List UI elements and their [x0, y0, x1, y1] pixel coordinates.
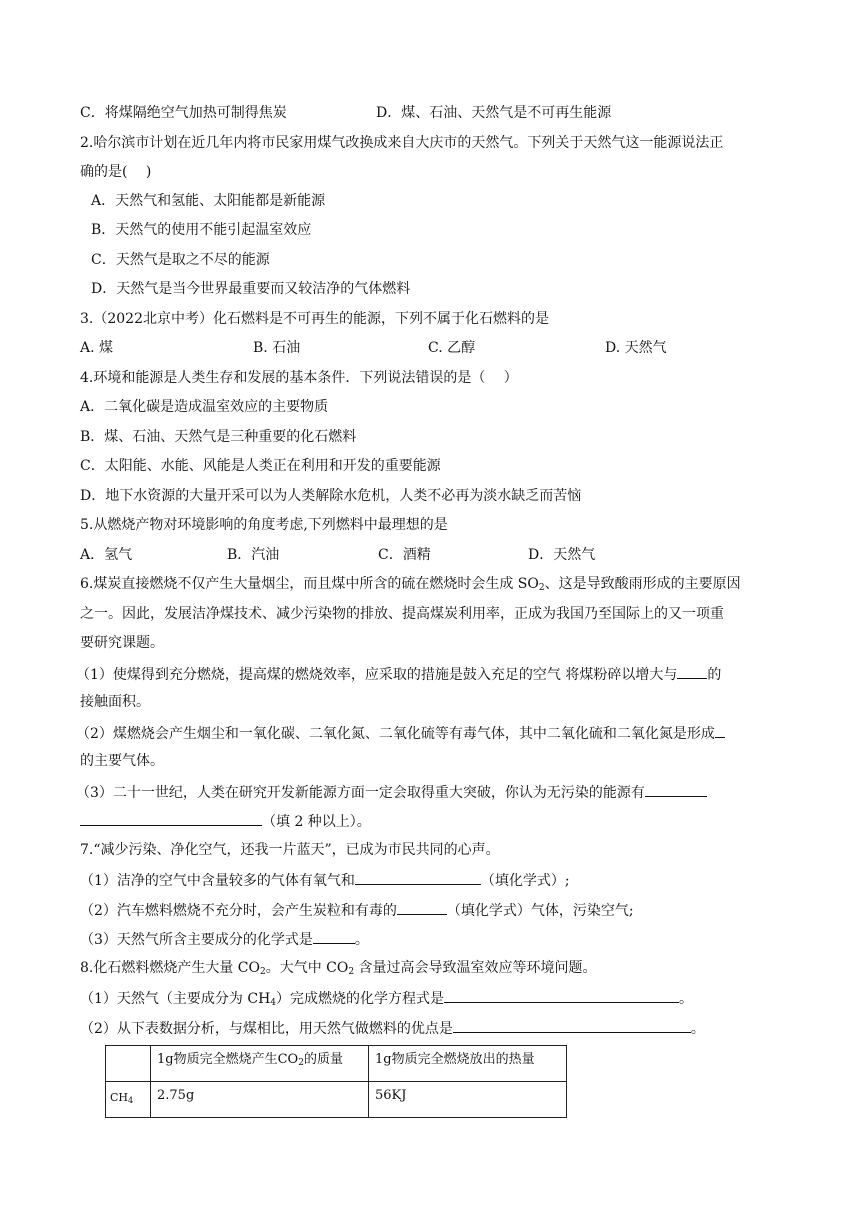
answer-blank[interactable] [355, 869, 481, 885]
q7-stem: 7.“减少污染、净化空气，还我一片蓝天”，已成为市民共同的心声。 [80, 842, 500, 858]
q5-option-d: D．天然气 [528, 547, 596, 563]
table-row-label: CH4 [106, 1082, 151, 1118]
q2-option-c: C．天然气是取之不尽的能源 [91, 252, 270, 268]
table-header-row [106, 1046, 567, 1082]
q3-option-a: A. 煤 [80, 340, 114, 356]
q1-option-d: D．煤、石油、天然气是不可再生能源 [376, 105, 612, 121]
q8-stem: 8.化石燃料燃烧产生大量 $CO_2$。大气中 $CO_2$ 含量过高会导致温室效应等环境问题。 [80, 960, 597, 977]
q6-part1-line1: （1）使煤得到充分燃烧，提高煤的燃烧效率，应采取的措施是鼓入充足的空气 将煤粉碎以增大与 的 [76, 663, 721, 685]
q5-stem: 5.从燃烧产物对环境影响的角度考虑,下列燃料中最理想的是 [80, 517, 448, 533]
answer-blank[interactable] [453, 1017, 691, 1033]
q6-part3-line1: （3）二十一世纪，人类在研究开发新能源方面一定会取得重大突破，你认为无污染的能源有 [76, 781, 707, 803]
answer-blank[interactable] [645, 781, 707, 797]
q6-stem-line2: 之一。因此，发展洁净煤技术、减少污染物的排放、提高煤炭利用率，正成为我国乃至国际上的又一项重 [80, 606, 724, 622]
q4-stem: 4.环境和能源是人类生存和发展的基本条件．下列说法错误的是（ ） [80, 370, 518, 386]
answer-blank[interactable] [444, 987, 679, 1003]
q4-option-a: A．二氧化碳是造成温室效应的主要物质 [80, 399, 329, 415]
table-row [106, 1082, 567, 1118]
q3-option-d: D. 天然气 [605, 340, 667, 356]
table-header-heat: 1g物质完全燃烧放出的热量 [369, 1046, 567, 1082]
q4-option-d: D．地下水资源的大量开采可以为人类解除水危机，人类不必再为淡水缺乏而苦恼 [80, 488, 582, 504]
fuel-data-table [105, 1045, 567, 1118]
q5-option-b: B．汽油 [227, 547, 280, 563]
table-cell-heat: 56KJ [369, 1082, 567, 1118]
q6-stem-line1: 6.煤炭直接燃烧不仅产生大量烟尘，而且煤中所含的硫在燃烧时会生成 $SO_2$、这是导致酸雨形成的主要原因 [80, 576, 741, 593]
q3-option-b: B. 石油 [253, 340, 301, 356]
q2-stem-line2: 确的是( ) [80, 164, 152, 180]
q6-part2-line1: （2）煤燃烧会产生烟尘和一氧化碳、二氧化氮、二氧化硫等有毒气体，其中二氧化硫和二氧化氮是形成 [76, 722, 725, 744]
q2-option-b: B．天然气的使用不能引起温室效应 [91, 222, 312, 238]
answer-blank[interactable] [715, 722, 725, 738]
q2-stem-line1: 2.哈尔滨市计划在近几年内将市民家用煤气改换成来自大庆市的天然气。下列关于天然气这一能源说法正 [80, 135, 724, 151]
q6-part2-line2: 的主要气体。 [80, 753, 164, 769]
q6-part3-line2: （填 2 种以上）。 [80, 810, 371, 832]
answer-blank[interactable] [80, 810, 262, 826]
q3-stem: 3.（2022北京中考）化石燃料是不可再生的能源，下列不属于化石燃料的是 [80, 311, 549, 327]
q5-option-c: C．酒精 [378, 547, 431, 563]
q2-option-d: D．天然气是当今世界最重要而又较洁净的气体燃料 [91, 281, 411, 297]
q8-part1: （1）天然气（主要成分为 $CH_4$）完成燃烧的化学方程式是 。 [80, 987, 693, 1009]
q2-option-a: A．天然气和氢能、太阳能都是新能源 [91, 193, 326, 209]
q7-part3: （3）天然气所含主要成分的化学式是 。 [80, 928, 369, 950]
table-corner-cell [106, 1046, 151, 1082]
answer-blank[interactable] [313, 928, 355, 944]
q7-part1: （1）洁净的空气中含量较多的气体有氧气和 （填化学式）; [80, 869, 570, 891]
q8-part2: （2）从下表数据分析，与煤相比，用天然气做燃料的优点是 。 [80, 1017, 705, 1039]
table-cell-co2-mass: 2.75g [151, 1082, 369, 1118]
answer-blank[interactable] [397, 899, 447, 915]
answer-blank[interactable] [677, 663, 707, 679]
q4-option-b: B．煤、石油、天然气是三种重要的化石燃料 [80, 429, 357, 445]
q5-option-a: A．氢气 [80, 547, 133, 563]
q7-part2: （2）汽车燃料燃烧不充分时，会产生炭粒和有毒的 （填化学式）气体，污染空气; [80, 899, 634, 921]
q6-stem-line3: 要研究课题。 [80, 635, 164, 651]
q1-option-c: C．将煤隔绝空气加热可制得焦炭 [80, 105, 287, 121]
q4-option-c: C．太阳能、水能、风能是人类正在利用和开发的重要能源 [80, 458, 441, 474]
table-header-co2-mass: 1g物质完全燃烧产生$CO_2$的质量 [151, 1046, 369, 1082]
q6-part1-line2: 接触面积。 [80, 694, 150, 710]
q3-option-c: C. 乙醇 [428, 340, 476, 356]
